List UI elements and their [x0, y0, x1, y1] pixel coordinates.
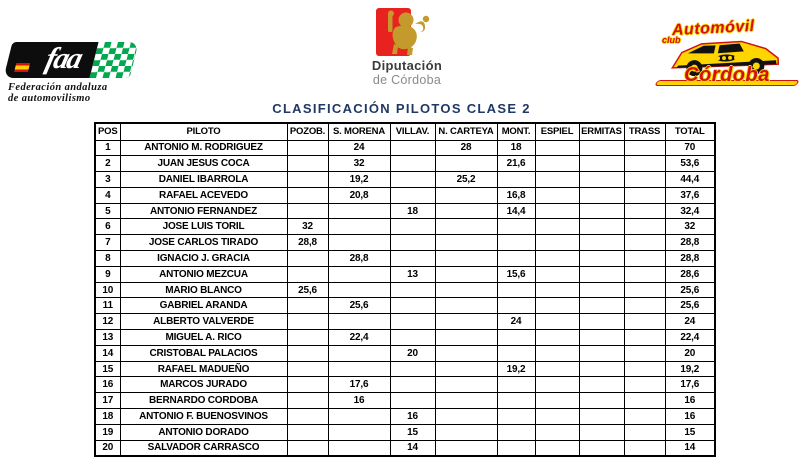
total-cell: 32,4	[665, 203, 715, 219]
score-cell	[579, 377, 624, 393]
score-cell	[535, 424, 579, 440]
score-cell	[287, 393, 328, 409]
score-cell	[435, 266, 497, 282]
score-cell	[535, 330, 579, 346]
score-cell	[535, 266, 579, 282]
score-cell	[287, 266, 328, 282]
table-row	[95, 298, 715, 314]
score-cell	[579, 440, 624, 456]
score-cell	[390, 235, 435, 251]
score-cell	[579, 203, 624, 219]
score-cell	[287, 424, 328, 440]
score-cell	[287, 330, 328, 346]
score-cell	[328, 203, 390, 219]
pilot-name-cell: ANTONIO DORADO	[120, 424, 287, 440]
total-cell: 53,6	[665, 156, 715, 172]
lion-icon	[382, 10, 434, 58]
pilot-name-cell: BERNARDO CORDOBA	[120, 393, 287, 409]
score-cell	[287, 251, 328, 267]
column-header-total: TOTAL	[665, 123, 715, 140]
table-row	[95, 440, 715, 456]
pilot-name-cell: ANTONIO FERNANDEZ	[120, 203, 287, 219]
pos-cell: 17	[95, 393, 120, 409]
score-cell	[435, 330, 497, 346]
score-cell	[328, 440, 390, 456]
score-cell	[579, 393, 624, 409]
score-cell	[390, 219, 435, 235]
score-cell	[535, 393, 579, 409]
faa-acronym: faa	[42, 42, 85, 75]
club-word-club: club	[662, 35, 681, 45]
score-cell	[328, 235, 390, 251]
score-cell	[390, 140, 435, 156]
score-cell	[535, 314, 579, 330]
table-row	[95, 156, 715, 172]
column-header-mont: MONT.	[497, 123, 535, 140]
pilot-name-cell: RAFAEL MADUEÑO	[120, 361, 287, 377]
score-cell	[287, 298, 328, 314]
score-cell	[535, 219, 579, 235]
table-row	[95, 203, 715, 219]
score-cell	[435, 251, 497, 267]
score-cell	[390, 156, 435, 172]
score-cell: 14	[390, 440, 435, 456]
score-cell	[535, 172, 579, 188]
score-cell: 14,4	[497, 203, 535, 219]
column-header-piloto: PILOTO	[120, 123, 287, 140]
table-row	[95, 377, 715, 393]
pos-cell: 2	[95, 156, 120, 172]
score-cell: 32	[328, 156, 390, 172]
table-row	[95, 314, 715, 330]
score-cell	[624, 440, 665, 456]
score-cell	[579, 345, 624, 361]
pilot-name-cell: JUAN JESUS COCA	[120, 156, 287, 172]
score-cell	[624, 409, 665, 425]
table-row	[95, 187, 715, 203]
table-row	[95, 266, 715, 282]
score-cell: 28	[435, 140, 497, 156]
diputacion-cordoba-logo	[352, 8, 462, 87]
score-cell: 15,6	[497, 266, 535, 282]
score-cell	[287, 377, 328, 393]
score-cell: 24	[328, 140, 390, 156]
score-cell	[287, 314, 328, 330]
score-cell	[328, 266, 390, 282]
score-cell	[328, 219, 390, 235]
pos-cell: 5	[95, 203, 120, 219]
score-cell: 25,2	[435, 172, 497, 188]
score-cell	[497, 298, 535, 314]
score-cell	[328, 282, 390, 298]
pilot-name-cell: JOSE LUIS TORIL	[120, 219, 287, 235]
score-cell	[624, 345, 665, 361]
score-cell	[390, 298, 435, 314]
score-cell	[435, 361, 497, 377]
automovil-club-cordoba-logo	[656, 18, 798, 94]
score-cell	[435, 424, 497, 440]
score-cell	[535, 140, 579, 156]
pos-cell: 10	[95, 282, 120, 298]
total-cell: 37,6	[665, 187, 715, 203]
score-cell	[328, 345, 390, 361]
faa-caption-line2: de automovilismo	[8, 93, 91, 104]
score-cell	[624, 282, 665, 298]
score-cell	[287, 345, 328, 361]
pos-cell: 3	[95, 172, 120, 188]
score-cell	[497, 345, 535, 361]
score-cell	[390, 187, 435, 203]
table-row	[95, 251, 715, 267]
score-cell	[390, 251, 435, 267]
score-cell	[435, 409, 497, 425]
score-cell	[390, 361, 435, 377]
score-cell	[624, 330, 665, 346]
score-cell	[579, 156, 624, 172]
pos-cell: 6	[95, 219, 120, 235]
score-cell	[497, 251, 535, 267]
score-cell	[390, 172, 435, 188]
pilot-name-cell: MARIO BLANCO	[120, 282, 287, 298]
column-header-espiel: ESPIEL	[535, 123, 579, 140]
score-cell	[624, 219, 665, 235]
score-cell: 20	[390, 345, 435, 361]
table-row	[95, 424, 715, 440]
score-cell	[328, 409, 390, 425]
faa-emblem-icon	[4, 42, 139, 78]
score-cell	[535, 235, 579, 251]
pos-cell: 7	[95, 235, 120, 251]
score-cell: 19,2	[497, 361, 535, 377]
pilot-name-cell: SALVADOR CARRASCO	[120, 440, 287, 456]
total-cell: 16	[665, 393, 715, 409]
pos-cell: 13	[95, 330, 120, 346]
score-cell	[497, 235, 535, 251]
score-cell	[579, 330, 624, 346]
score-cell	[624, 251, 665, 267]
score-cell: 22,4	[328, 330, 390, 346]
score-cell: 28,8	[287, 235, 328, 251]
score-cell	[624, 203, 665, 219]
score-cell	[287, 187, 328, 203]
table-row	[95, 172, 715, 188]
score-cell	[390, 330, 435, 346]
score-cell: 16	[328, 393, 390, 409]
total-cell: 19,2	[665, 361, 715, 377]
score-cell	[287, 440, 328, 456]
score-cell	[435, 440, 497, 456]
total-cell: 28,8	[665, 251, 715, 267]
total-cell: 44,4	[665, 172, 715, 188]
pilot-name-cell: ANTONIO M. RODRIGUEZ	[120, 140, 287, 156]
score-cell	[287, 140, 328, 156]
score-cell	[287, 203, 328, 219]
score-cell	[287, 361, 328, 377]
score-cell: 18	[497, 140, 535, 156]
column-header-pozob: POZOB.	[287, 123, 328, 140]
score-cell	[579, 298, 624, 314]
pilot-name-cell: ANTONIO F. BUENOSVINOS	[120, 409, 287, 425]
score-cell	[535, 377, 579, 393]
score-cell	[435, 187, 497, 203]
score-cell: 21,6	[497, 156, 535, 172]
classification-table	[94, 122, 716, 457]
table-row	[95, 393, 715, 409]
score-cell	[328, 424, 390, 440]
pos-cell: 14	[95, 345, 120, 361]
pilot-name-cell: GABRIEL ARANDA	[120, 298, 287, 314]
score-cell	[624, 393, 665, 409]
score-cell: 25,6	[328, 298, 390, 314]
score-cell	[435, 156, 497, 172]
score-cell	[624, 140, 665, 156]
column-header-villav: VILLAV.	[390, 123, 435, 140]
score-cell: 24	[497, 314, 535, 330]
score-cell	[497, 282, 535, 298]
score-cell	[579, 251, 624, 267]
score-cell	[624, 235, 665, 251]
score-cell: 17,6	[328, 377, 390, 393]
faa-caption-line1: Federación andaluza	[8, 82, 108, 93]
score-cell	[624, 156, 665, 172]
total-cell: 70	[665, 140, 715, 156]
score-cell	[435, 219, 497, 235]
score-cell: 16,8	[497, 187, 535, 203]
score-cell	[497, 219, 535, 235]
pos-cell: 18	[95, 409, 120, 425]
score-cell	[497, 424, 535, 440]
score-cell	[328, 361, 390, 377]
score-cell	[579, 140, 624, 156]
total-cell: 15	[665, 424, 715, 440]
page-title: CLASIFICACIÓN PILOTOS CLASE 2	[272, 101, 531, 116]
total-cell: 28,6	[665, 266, 715, 282]
score-cell	[535, 409, 579, 425]
score-cell	[435, 377, 497, 393]
column-header-ermitas: ERMITAS	[579, 123, 624, 140]
score-cell	[579, 424, 624, 440]
score-cell	[435, 203, 497, 219]
score-cell	[435, 314, 497, 330]
pilot-name-cell: DANIEL IBARROLA	[120, 172, 287, 188]
score-cell: 25,6	[287, 282, 328, 298]
table-row	[95, 235, 715, 251]
total-cell: 25,6	[665, 298, 715, 314]
score-cell	[497, 377, 535, 393]
score-cell	[390, 282, 435, 298]
total-cell: 32	[665, 219, 715, 235]
pilot-name-cell: CRISTOBAL PALACIOS	[120, 345, 287, 361]
table-row	[95, 330, 715, 346]
score-cell	[497, 440, 535, 456]
column-header-s-morena: S. MORENA	[328, 123, 390, 140]
total-cell: 28,8	[665, 235, 715, 251]
score-cell: 20,8	[328, 187, 390, 203]
score-cell	[579, 172, 624, 188]
score-cell	[435, 345, 497, 361]
score-cell: 16	[390, 409, 435, 425]
score-cell	[287, 156, 328, 172]
diputacion-emblem	[352, 8, 462, 58]
total-cell: 16	[665, 409, 715, 425]
score-cell	[579, 235, 624, 251]
table-row	[95, 409, 715, 425]
column-header-n-carteya: N. CARTEYA	[435, 123, 497, 140]
table-header-row	[95, 123, 715, 140]
score-cell	[579, 219, 624, 235]
pos-cell: 1	[95, 140, 120, 156]
score-cell	[624, 298, 665, 314]
total-cell: 20	[665, 345, 715, 361]
score-cell: 15	[390, 424, 435, 440]
pilot-name-cell: ANTONIO MEZCUA	[120, 266, 287, 282]
column-header-trass: TRASS	[624, 123, 665, 140]
table-row	[95, 140, 715, 156]
score-cell	[497, 172, 535, 188]
score-cell	[579, 314, 624, 330]
table-row	[95, 282, 715, 298]
score-cell	[390, 377, 435, 393]
total-cell: 14	[665, 440, 715, 456]
diputacion-name: Diputación	[371, 58, 443, 73]
total-cell: 17,6	[665, 377, 715, 393]
score-cell	[390, 314, 435, 330]
score-cell	[497, 393, 535, 409]
diputacion-subname: de Córdoba	[372, 73, 442, 87]
score-cell	[579, 361, 624, 377]
club-word-automovil: Automóvil	[671, 17, 756, 40]
club-word-cordoba: Córdoba	[684, 64, 770, 86]
score-cell	[624, 377, 665, 393]
score-cell	[579, 187, 624, 203]
score-cell: 28,8	[328, 251, 390, 267]
score-cell	[624, 314, 665, 330]
table-row	[95, 219, 715, 235]
score-cell	[497, 409, 535, 425]
score-cell	[287, 172, 328, 188]
pilot-name-cell: IGNACIO J. GRACIA	[120, 251, 287, 267]
column-header-pos: POS	[95, 123, 120, 140]
score-cell	[624, 424, 665, 440]
pilot-name-cell: MARCOS JURADO	[120, 377, 287, 393]
pos-cell: 12	[95, 314, 120, 330]
score-cell	[624, 172, 665, 188]
score-cell: 32	[287, 219, 328, 235]
score-cell	[535, 156, 579, 172]
pos-cell: 4	[95, 187, 120, 203]
score-cell	[579, 282, 624, 298]
score-cell	[535, 345, 579, 361]
pos-cell: 8	[95, 251, 120, 267]
total-cell: 25,6	[665, 282, 715, 298]
score-cell	[435, 235, 497, 251]
total-cell: 24	[665, 314, 715, 330]
score-cell	[435, 298, 497, 314]
table-row	[95, 345, 715, 361]
score-cell	[497, 330, 535, 346]
pilot-name-cell: JOSE CARLOS TIRADO	[120, 235, 287, 251]
pos-cell: 15	[95, 361, 120, 377]
score-cell: 19,2	[328, 172, 390, 188]
score-cell	[435, 393, 497, 409]
score-cell	[624, 361, 665, 377]
total-cell: 22,4	[665, 330, 715, 346]
score-cell	[624, 266, 665, 282]
pilot-name-cell: MIGUEL A. RICO	[120, 330, 287, 346]
pos-cell: 16	[95, 377, 120, 393]
pilot-name-cell: RAFAEL ACEVEDO	[120, 187, 287, 203]
score-cell	[579, 409, 624, 425]
score-cell	[435, 282, 497, 298]
score-cell	[287, 409, 328, 425]
score-cell	[328, 314, 390, 330]
pos-cell: 19	[95, 424, 120, 440]
score-cell	[535, 203, 579, 219]
score-cell	[579, 266, 624, 282]
score-cell: 18	[390, 203, 435, 219]
pos-cell: 9	[95, 266, 120, 282]
pos-cell: 11	[95, 298, 120, 314]
score-cell	[390, 393, 435, 409]
score-cell	[535, 298, 579, 314]
score-cell: 13	[390, 266, 435, 282]
score-cell	[624, 187, 665, 203]
score-cell	[535, 187, 579, 203]
table-row	[95, 361, 715, 377]
score-cell	[535, 282, 579, 298]
score-cell	[535, 251, 579, 267]
pos-cell: 20	[95, 440, 120, 456]
faa-federation-logo	[8, 42, 140, 104]
score-cell	[535, 361, 579, 377]
pilot-name-cell: ALBERTO VALVERDE	[120, 314, 287, 330]
score-cell	[535, 440, 579, 456]
